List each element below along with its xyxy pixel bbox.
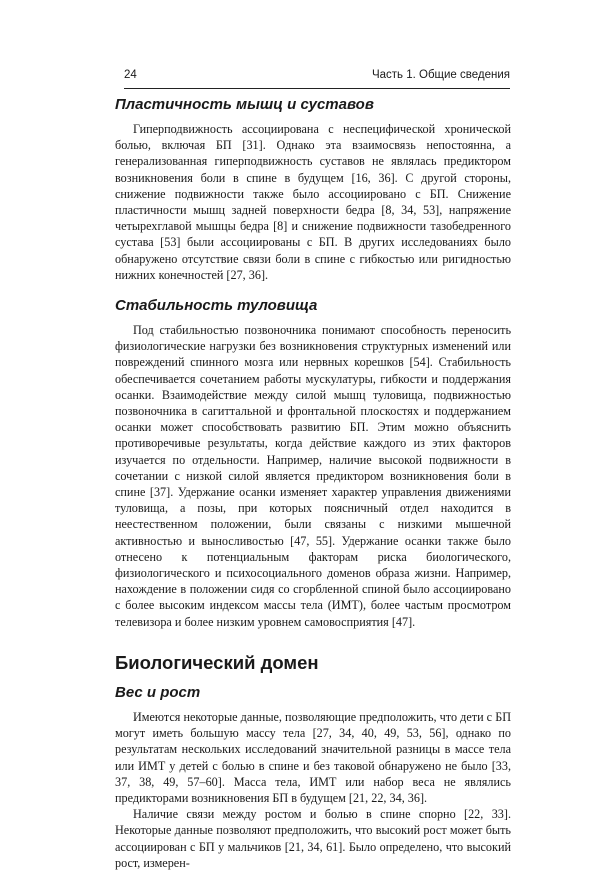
- running-head: Часть 1. Общие сведения: [371, 69, 510, 81]
- page-header: [124, 66, 510, 89]
- paragraph-trunk-stability: Под стабильностью позвоночника понимают способность переносить физиологические нагрузки без возникновения структурных изменений или повреждений спинного мозга или нервных корешков [54]. Стабильность обеспечивается сочетанием работы мускулатуры, гибкости и поддержания осанки. Взаимодействие между силой мышц туловища, подвижностью позвоночника в сагиттальной и фронтальной плоскостях и поддержанием осанки может способствовать развитию БП. Этим можно объяснить противоречивые результаты, когда действие каждого из этих факторов изучается по отдельности. Например, наличие высокой подвижности в сочетании с низкой силой является предиктором возникновения боли в спине [37]. Удержание осанки изменяет характер управления движениями туловища, а позы, при которых поясничный отдел находится в неестественном положении, были связаны с низкими мышечной активностью и выносливостью [47, 55]. Удержание осанки также было отнесено к потенциальным факторам риска биологического, физиологического и психосоциального доменов образа жизни. Например, нахождение в положении сидя со сгорбленной спиной было ассоциировано с более высоким индексом массы тела (ИМТ), более частым просмотром телевизора и более низким уровнем самовосприятия [47].: [115, 323, 511, 629]
- paragraph-weight-height-2: Наличие связи между ростом и болью в спине спорно [22, 33]. Некоторые данные позволяют предположить, что высокий рост может быть ассоциирован с БП у мальчиков [21, 34, 61]. Было определено, что высокий рост, измерен-: [115, 807, 511, 870]
- chapter-heading-biological-domain: Биологический домен: [115, 651, 319, 673]
- section-heading-flexibility: Пластичность мышц и суставов: [115, 96, 374, 113]
- section-heading-weight-height: Вес и рост: [115, 683, 201, 701]
- page-body: [115, 96, 511, 871]
- paragraph-flexibility: Гиперподвижность ассоциирована с неспецифической хронической болью, включая БП [31]. Однако эта взаимосвязь непостоянна, а генерализованная гиперподвижность суставов не являлась предиктором возникновения боли в спине в будущем [16, 36]. С другой стороны, снижение подвижности также было ассоциировано с БП. Снижение пластичности мышц задней поверхности бедра [8, 34, 53], напряжение четырехглавой мышцы бедра [8] и снижение подвижности тазобедренного сустава [53] были ассоциированы с БП. В других исследованиях было обнаружено отсутствие связи боли в спине с гибкостью или ригидностью нижних конечностей [27, 36].: [115, 122, 511, 282]
- section-heading-trunk-stability: Стабильность туловища: [115, 297, 318, 315]
- paragraph-weight-height-1: Имеются некоторые данные, позволяющие предположить, что дети с БП могут иметь большую массу тела [27, 34, 40, 49, 53, 56], однако по результатам нескольких исследований значительной разницы в массе тела или ИМТ у детей с болью в спине и без таковой обнаружено не было [33, 37, 38, 49, 57–60]. Масса тела, ИМТ или набор веса не являлись предикторами возникновения БП в будущем [21, 22, 34, 36].: [115, 709, 511, 805]
- page-number: 24: [124, 69, 137, 81]
